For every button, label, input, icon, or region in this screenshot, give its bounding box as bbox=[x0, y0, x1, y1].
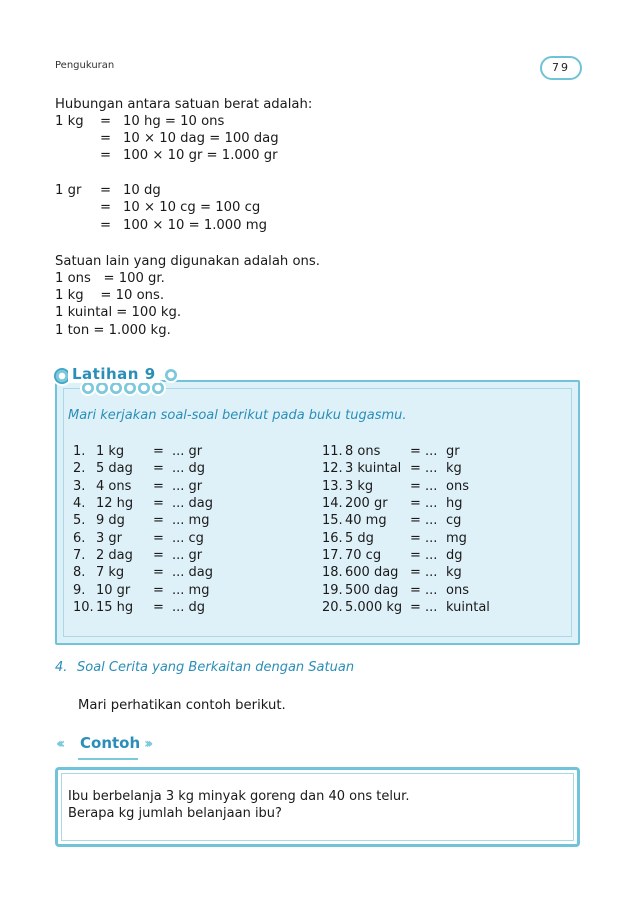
exercise-number: 1. bbox=[73, 444, 86, 459]
exercise-number: 7. bbox=[73, 548, 86, 563]
other-unit-line: 1 ton = 1.000 kg. bbox=[55, 323, 171, 338]
exercise-equals: = ... bbox=[410, 444, 438, 459]
exercise-number: 8. bbox=[73, 565, 86, 580]
exercise-answer: ... dg bbox=[172, 461, 206, 476]
exercise-answer: kg bbox=[446, 565, 462, 580]
exercise-number: 14. bbox=[322, 496, 343, 511]
exercise-item: 5 dg bbox=[345, 531, 374, 546]
exercise-answer: ... mg bbox=[172, 513, 210, 528]
exercise-answer: ... gr bbox=[172, 548, 203, 563]
relation-value: 10 × 10 cg = 100 cg bbox=[123, 200, 261, 215]
other-unit-line: 1 kuintal = 100 kg. bbox=[55, 305, 182, 320]
exercise-equals: = ... bbox=[410, 548, 438, 563]
relation-value: 100 × 10 gr = 1.000 gr bbox=[123, 148, 278, 163]
exercise-answer: ... gr bbox=[172, 479, 203, 494]
exercise-item: 70 cg bbox=[345, 548, 382, 563]
gear-icon bbox=[138, 382, 150, 394]
exercise-number: 9. bbox=[73, 583, 86, 598]
exercise-answer: gr bbox=[446, 444, 460, 459]
double-chevron-right-icon: ››› bbox=[144, 736, 150, 752]
exercise-equals: = bbox=[153, 513, 164, 528]
exercise-equals: = bbox=[153, 531, 164, 546]
exercise-equals: = bbox=[153, 548, 164, 563]
exercise-equals: = ... bbox=[410, 565, 438, 580]
exercise-answer: hg bbox=[446, 496, 463, 511]
exercise-item: 3 kuintal bbox=[345, 461, 402, 476]
section-heading bbox=[55, 660, 354, 675]
exercise-number: 13. bbox=[322, 479, 343, 494]
exercise-answer: ons bbox=[446, 583, 469, 598]
running-header: Pengukuran bbox=[55, 60, 115, 71]
page-number: 79 bbox=[540, 56, 582, 80]
relation-unit: 1 kg bbox=[55, 114, 84, 129]
section-number: 4. bbox=[55, 660, 68, 675]
exercise-answer: kuintal bbox=[446, 600, 490, 615]
other-unit-line: 1 ons = 100 gr. bbox=[55, 271, 165, 286]
relation-equals: = bbox=[100, 148, 112, 163]
exercise-equals: = ... bbox=[410, 496, 438, 511]
exercise-equals: = bbox=[153, 496, 164, 511]
exercise-item: 3 kg bbox=[345, 479, 374, 494]
example-title: Contoh bbox=[80, 734, 141, 752]
exercise-equals: = ... bbox=[410, 531, 438, 546]
exercise-number: 11. bbox=[322, 444, 343, 459]
gear-icon bbox=[165, 369, 177, 381]
exercise-answer: ... dg bbox=[172, 600, 206, 615]
exercise-answer: ... dag bbox=[172, 496, 213, 511]
exercise-item: 8 ons bbox=[345, 444, 381, 459]
exercise-number: 19. bbox=[322, 583, 343, 598]
gear-icon bbox=[96, 382, 108, 394]
exercise-item: 40 mg bbox=[345, 513, 387, 528]
exercise-item: 500 dag bbox=[345, 583, 399, 598]
exercise-answer: ons bbox=[446, 479, 469, 494]
exercise-number: 12. bbox=[322, 461, 343, 476]
exercise-instruction: Mari kerjakan soal-soal berikut pada buku tugasmu. bbox=[68, 408, 407, 423]
relation-value: 10 hg = 10 ons bbox=[123, 114, 225, 129]
exercise-item: 5.000 kg bbox=[345, 600, 403, 615]
exercise-item: 9 dg bbox=[96, 513, 125, 528]
exercise-equals: = ... bbox=[410, 600, 438, 615]
example-heading bbox=[56, 734, 166, 756]
exercise-number: 15. bbox=[322, 513, 343, 528]
exercise-item: 10 gr bbox=[96, 583, 131, 598]
double-chevron-left-icon: ‹‹‹ bbox=[56, 736, 62, 752]
exercise-item: 3 gr bbox=[96, 531, 122, 546]
relation-equals: = bbox=[100, 200, 112, 215]
exercise-item: 600 dag bbox=[345, 565, 399, 580]
exercise-equals: = ... bbox=[410, 513, 438, 528]
exercise-equals: = bbox=[153, 461, 164, 476]
exercise-box-inner bbox=[63, 388, 572, 637]
exercise-number: 18. bbox=[322, 565, 343, 580]
gear-icon bbox=[124, 382, 136, 394]
gear-icon bbox=[110, 382, 122, 394]
relation-value: 10 dg bbox=[123, 183, 161, 198]
gear-icon bbox=[82, 382, 94, 394]
relation-equals: = bbox=[100, 218, 112, 233]
example-line: Berapa kg jumlah belanjaan ibu? bbox=[68, 806, 282, 821]
relation-equals: = bbox=[100, 183, 112, 198]
exercise-equals: = bbox=[153, 583, 164, 598]
exercise-number: 2. bbox=[73, 461, 86, 476]
exercise-number: 6. bbox=[73, 531, 86, 546]
exercise-answer: kg bbox=[446, 461, 462, 476]
exercise-number: 17. bbox=[322, 548, 343, 563]
exercise-answer: ... cg bbox=[172, 531, 204, 546]
exercise-item: 2 dag bbox=[96, 548, 133, 563]
exercise-answer: mg bbox=[446, 531, 467, 546]
exercise-equals: = ... bbox=[410, 583, 438, 598]
exercise-item: 1 kg bbox=[96, 444, 125, 459]
exercise-number: 16. bbox=[322, 531, 343, 546]
exercise-number: 5. bbox=[73, 513, 86, 528]
exercise-number: 10. bbox=[73, 600, 94, 615]
example-line: Ibu berbelanja 3 kg minyak goreng dan 40 ons telur. bbox=[68, 789, 410, 804]
exercise-answer: ... gr bbox=[172, 444, 203, 459]
section-title: Soal Cerita yang Berkaitan dengan Satuan bbox=[77, 660, 355, 675]
exercise-equals: = ... bbox=[410, 479, 438, 494]
exercise-number: 20. bbox=[322, 600, 343, 615]
exercise-item: 12 hg bbox=[96, 496, 134, 511]
intro-heading: Hubungan antara satuan berat adalah: bbox=[55, 97, 313, 112]
exercise-number: 4. bbox=[73, 496, 86, 511]
exercise-equals: = ... bbox=[410, 461, 438, 476]
section-intro: Mari perhatikan contoh berikut. bbox=[78, 698, 286, 713]
relation-unit: 1 gr bbox=[55, 183, 82, 198]
other-units-heading: Satuan lain yang digunakan adalah ons. bbox=[55, 254, 320, 269]
exercise-answer: ... mg bbox=[172, 583, 210, 598]
exercise-item: 7 kg bbox=[96, 565, 125, 580]
relation-value: 100 × 10 = 1.000 mg bbox=[123, 218, 267, 233]
exercise-answer: cg bbox=[446, 513, 462, 528]
gear-icon bbox=[152, 382, 164, 394]
relation-value: 10 × 10 dag = 100 dag bbox=[123, 131, 279, 146]
exercise-title: Latihan 9 bbox=[68, 365, 160, 383]
exercise-equals: = bbox=[153, 600, 164, 615]
exercise-item: 4 ons bbox=[96, 479, 132, 494]
relation-equals: = bbox=[100, 131, 112, 146]
other-unit-line: 1 kg = 10 ons. bbox=[55, 288, 165, 303]
exercise-equals: = bbox=[153, 565, 164, 580]
exercise-answer: ... dag bbox=[172, 565, 213, 580]
exercise-item: 15 hg bbox=[96, 600, 134, 615]
exercise-answer: dg bbox=[446, 548, 463, 563]
exercise-item: 200 gr bbox=[345, 496, 388, 511]
relation-equals: = bbox=[100, 114, 112, 129]
exercise-equals: = bbox=[153, 444, 164, 459]
example-underline bbox=[78, 758, 138, 760]
exercise-number: 3. bbox=[73, 479, 86, 494]
exercise-item: 5 dag bbox=[96, 461, 133, 476]
exercise-equals: = bbox=[153, 479, 164, 494]
